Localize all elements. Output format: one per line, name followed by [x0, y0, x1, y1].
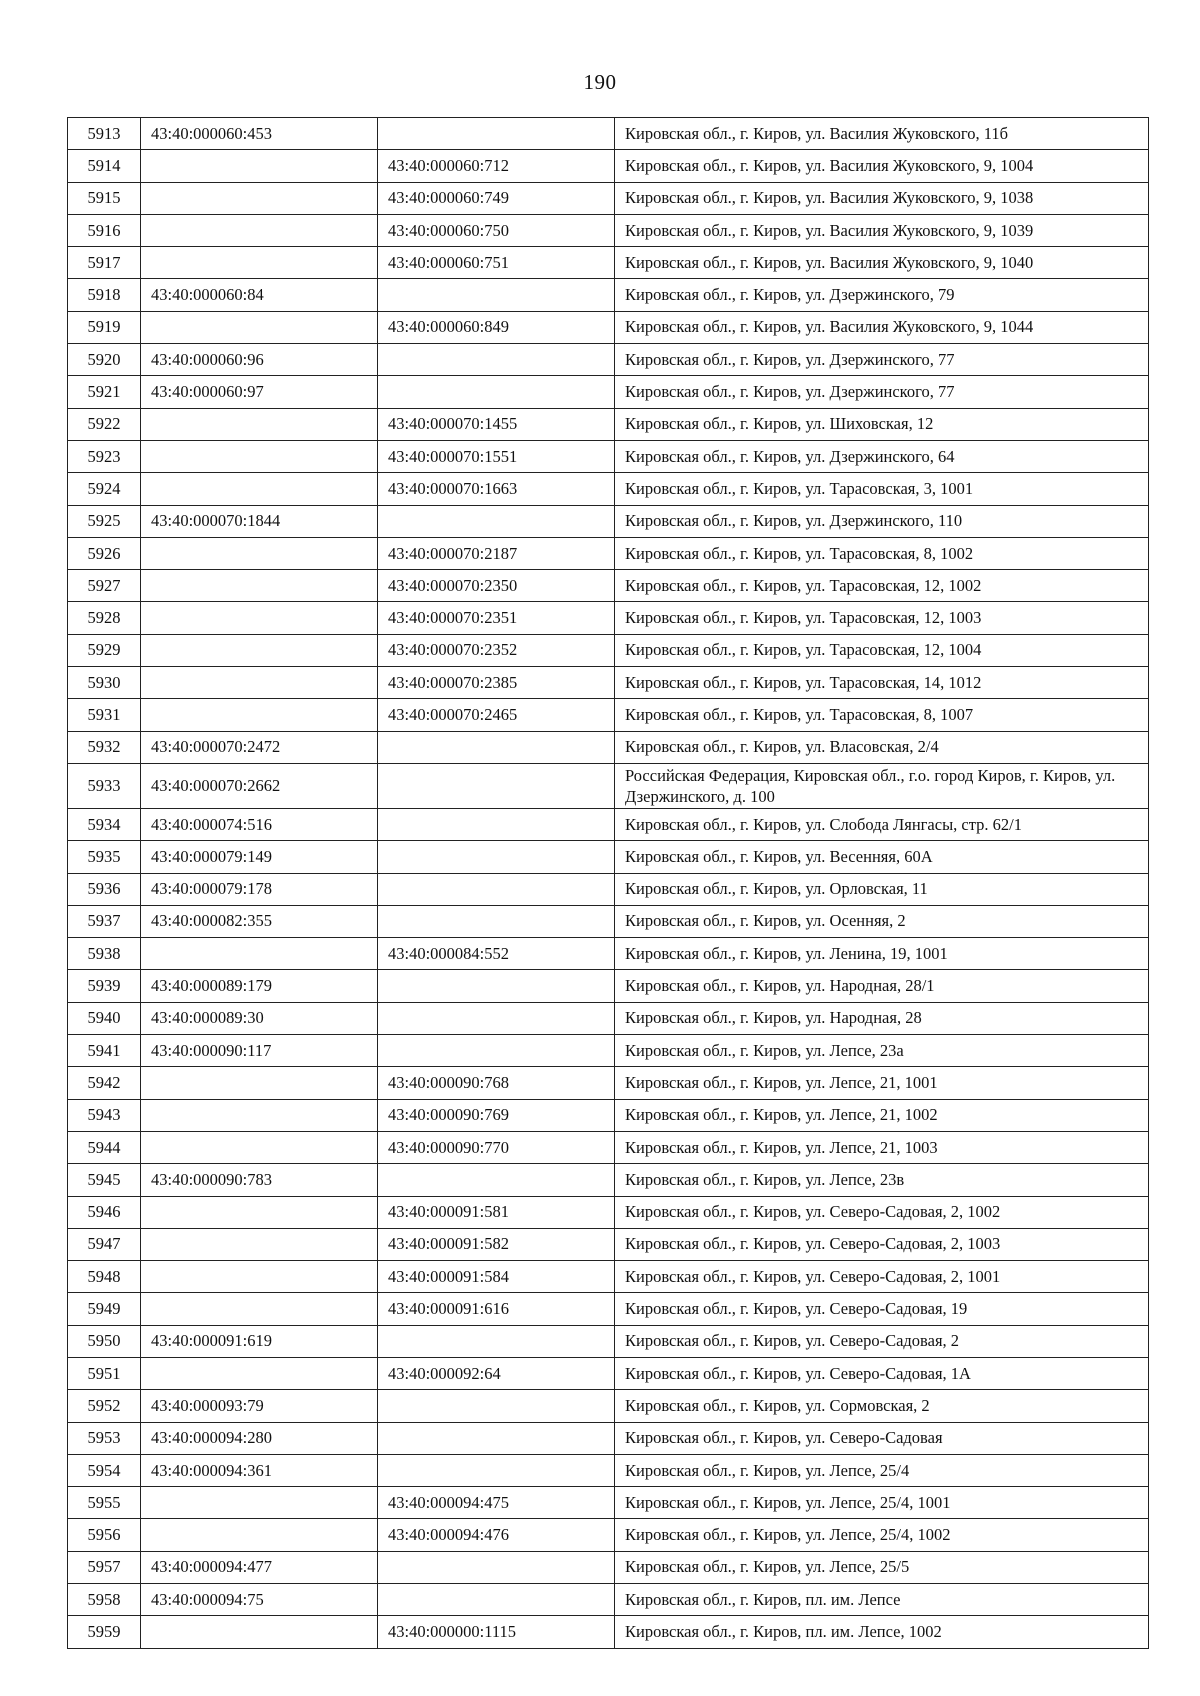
row-number-cell: 5938 — [68, 938, 141, 970]
cadastral-number-cell: 43:40:000070:2472 — [141, 731, 378, 763]
premises-cadastral-number-cell — [378, 1422, 615, 1454]
row-number-cell: 5920 — [68, 344, 141, 376]
row-number-cell: 5949 — [68, 1293, 141, 1325]
address-cell: Кировская обл., г. Киров, ул. Лепсе, 25/4, 1002 — [615, 1519, 1149, 1551]
address-cell: Кировская обл., г. Киров, ул. Тарасовская, 12, 1004 — [615, 634, 1149, 666]
address-cell: Кировская обл., г. Киров, пл. им. Лепсе — [615, 1584, 1149, 1616]
address-cell: Кировская обл., г. Киров, ул. Василия Жуковского, 9, 1040 — [615, 247, 1149, 279]
cadastral-number-cell — [141, 473, 378, 505]
table-row — [68, 1293, 1149, 1325]
premises-cadastral-number-cell: 43:40:000090:770 — [378, 1131, 615, 1163]
row-number-cell: 5956 — [68, 1519, 141, 1551]
table-row — [68, 970, 1149, 1002]
premises-cadastral-number-cell — [378, 970, 615, 1002]
cadastral-number-cell — [141, 247, 378, 279]
cadastral-number-cell: 43:40:000093:79 — [141, 1390, 378, 1422]
table-row — [68, 905, 1149, 937]
table-row — [68, 731, 1149, 763]
cadastral-number-cell — [141, 150, 378, 182]
row-number-cell: 5936 — [68, 873, 141, 905]
premises-cadastral-number-cell: 43:40:000000:1115 — [378, 1616, 615, 1648]
cadastral-number-cell — [141, 1131, 378, 1163]
address-cell: Кировская обл., г. Киров, ул. Василия Жуковского, 9, 1039 — [615, 214, 1149, 246]
table-row — [68, 311, 1149, 343]
cadastral-number-cell: 43:40:000094:75 — [141, 1584, 378, 1616]
row-number-cell: 5947 — [68, 1228, 141, 1260]
address-cell: Кировская обл., г. Киров, ул. Тарасовская, 14, 1012 — [615, 667, 1149, 699]
table-row — [68, 1390, 1149, 1422]
row-number-cell: 5954 — [68, 1454, 141, 1486]
premises-cadastral-number-cell: 43:40:000070:2187 — [378, 537, 615, 569]
cadastral-number-cell — [141, 1228, 378, 1260]
table-row — [68, 873, 1149, 905]
row-number-cell: 5931 — [68, 699, 141, 731]
table-row — [68, 938, 1149, 970]
row-number-cell: 5937 — [68, 905, 141, 937]
table-row — [68, 1131, 1149, 1163]
table-row — [68, 1002, 1149, 1034]
table-row — [68, 440, 1149, 472]
row-number-cell: 5952 — [68, 1390, 141, 1422]
premises-cadastral-number-cell — [378, 873, 615, 905]
row-number-cell: 5945 — [68, 1164, 141, 1196]
row-number-cell: 5951 — [68, 1357, 141, 1389]
row-number-cell: 5953 — [68, 1422, 141, 1454]
address-cell: Кировская обл., г. Киров, ул. Дзержинского, 77 — [615, 376, 1149, 408]
table-row — [68, 150, 1149, 182]
table-row — [68, 1551, 1149, 1583]
row-number-cell: 5917 — [68, 247, 141, 279]
premises-cadastral-number-cell — [378, 905, 615, 937]
premises-cadastral-number-cell — [378, 1454, 615, 1486]
cadastral-number-cell: 43:40:000074:516 — [141, 808, 378, 840]
address-cell: Кировская обл., г. Киров, ул. Василия Жуковского, 11б — [615, 118, 1149, 150]
address-cell: Кировская обл., г. Киров, ул. Тарасовская, 12, 1003 — [615, 602, 1149, 634]
cadastral-number-cell — [141, 1099, 378, 1131]
row-number-cell: 5948 — [68, 1261, 141, 1293]
address-cell: Кировская обл., г. Киров, ул. Тарасовская, 3, 1001 — [615, 473, 1149, 505]
cadastral-number-cell — [141, 537, 378, 569]
table-row — [68, 537, 1149, 569]
row-number-cell: 5958 — [68, 1584, 141, 1616]
row-number-cell: 5940 — [68, 1002, 141, 1034]
premises-cadastral-number-cell: 43:40:000090:769 — [378, 1099, 615, 1131]
cadastral-number-cell — [141, 1067, 378, 1099]
cadastral-number-cell — [141, 408, 378, 440]
premises-cadastral-number-cell — [378, 1325, 615, 1357]
row-number-cell: 5916 — [68, 214, 141, 246]
address-cell: Кировская обл., г. Киров, ул. Ленина, 19, 1001 — [615, 938, 1149, 970]
address-cell: Кировская обл., г. Киров, ул. Сормовская, 2 — [615, 1390, 1149, 1422]
premises-cadastral-number-cell — [378, 1002, 615, 1034]
row-number-cell: 5957 — [68, 1551, 141, 1583]
table-row — [68, 763, 1149, 808]
premises-cadastral-number-cell: 43:40:000070:1663 — [378, 473, 615, 505]
row-number-cell: 5919 — [68, 311, 141, 343]
premises-cadastral-number-cell: 43:40:000070:2465 — [378, 699, 615, 731]
premises-cadastral-number-cell: 43:40:000060:751 — [378, 247, 615, 279]
address-cell: Кировская обл., г. Киров, ул. Тарасовская, 12, 1002 — [615, 570, 1149, 602]
premises-cadastral-number-cell — [378, 1584, 615, 1616]
address-cell: Кировская обл., г. Киров, ул. Лепсе, 25/4, 1001 — [615, 1487, 1149, 1519]
table-row — [68, 634, 1149, 666]
registry-table — [67, 117, 1149, 1649]
premises-cadastral-number-cell: 43:40:000070:2351 — [378, 602, 615, 634]
premises-cadastral-number-cell: 43:40:000094:476 — [378, 1519, 615, 1551]
table-row — [68, 1196, 1149, 1228]
row-number-cell: 5925 — [68, 505, 141, 537]
premises-cadastral-number-cell — [378, 505, 615, 537]
table-row — [68, 808, 1149, 840]
premises-cadastral-number-cell: 43:40:000094:475 — [378, 1487, 615, 1519]
premises-cadastral-number-cell: 43:40:000060:849 — [378, 311, 615, 343]
premises-cadastral-number-cell: 43:40:000070:2385 — [378, 667, 615, 699]
address-cell: Кировская обл., г. Киров, ул. Северо-Садовая, 2, 1002 — [615, 1196, 1149, 1228]
cadastral-number-cell: 43:40:000094:361 — [141, 1454, 378, 1486]
cadastral-number-cell — [141, 667, 378, 699]
address-cell: Кировская обл., г. Киров, ул. Дзержинского, 77 — [615, 344, 1149, 376]
table-row — [68, 344, 1149, 376]
row-number-cell: 5918 — [68, 279, 141, 311]
cadastral-number-cell: 43:40:000070:1844 — [141, 505, 378, 537]
address-cell: Кировская обл., г. Киров, ул. Дзержинского, 110 — [615, 505, 1149, 537]
row-number-cell: 5934 — [68, 808, 141, 840]
row-number-cell: 5924 — [68, 473, 141, 505]
address-cell: Кировская обл., г. Киров, пл. им. Лепсе, 1002 — [615, 1616, 1149, 1648]
table-row — [68, 1228, 1149, 1260]
premises-cadastral-number-cell — [378, 808, 615, 840]
premises-cadastral-number-cell — [378, 1390, 615, 1422]
cadastral-number-cell: 43:40:000090:117 — [141, 1035, 378, 1067]
table-row — [68, 1067, 1149, 1099]
premises-cadastral-number-cell: 43:40:000091:581 — [378, 1196, 615, 1228]
table-row — [68, 182, 1149, 214]
premises-cadastral-number-cell — [378, 1035, 615, 1067]
cadastral-number-cell: 43:40:000090:783 — [141, 1164, 378, 1196]
row-number-cell: 5932 — [68, 731, 141, 763]
cadastral-number-cell — [141, 1196, 378, 1228]
table-row — [68, 408, 1149, 440]
cadastral-number-cell: 43:40:000094:280 — [141, 1422, 378, 1454]
premises-cadastral-number-cell: 43:40:000092:64 — [378, 1357, 615, 1389]
premises-cadastral-number-cell: 43:40:000070:2352 — [378, 634, 615, 666]
address-cell: Кировская обл., г. Киров, ул. Лепсе, 25/5 — [615, 1551, 1149, 1583]
cadastral-number-cell — [141, 699, 378, 731]
table-row — [68, 1325, 1149, 1357]
registry-table-body — [68, 118, 1149, 1649]
table-row — [68, 1584, 1149, 1616]
premises-cadastral-number-cell: 43:40:000091:584 — [378, 1261, 615, 1293]
table-row — [68, 667, 1149, 699]
table-row — [68, 118, 1149, 150]
row-number-cell: 5927 — [68, 570, 141, 602]
address-cell: Кировская обл., г. Киров, ул. Василия Жуковского, 9, 1004 — [615, 150, 1149, 182]
table-row — [68, 570, 1149, 602]
address-cell: Кировская обл., г. Киров, ул. Василия Жуковского, 9, 1044 — [615, 311, 1149, 343]
table-row — [68, 279, 1149, 311]
table-row — [68, 1454, 1149, 1486]
premises-cadastral-number-cell: 43:40:000084:552 — [378, 938, 615, 970]
address-cell: Кировская обл., г. Киров, ул. Северо-Садовая, 2, 1003 — [615, 1228, 1149, 1260]
row-number-cell: 5944 — [68, 1131, 141, 1163]
premises-cadastral-number-cell: 43:40:000091:616 — [378, 1293, 615, 1325]
cadastral-number-cell: 43:40:000060:97 — [141, 376, 378, 408]
premises-cadastral-number-cell — [378, 1164, 615, 1196]
page-number: 190 — [583, 70, 617, 94]
table-row — [68, 841, 1149, 873]
cadastral-number-cell: 43:40:000060:96 — [141, 344, 378, 376]
address-cell: Кировская обл., г. Киров, ул. Лепсе, 21, 1003 — [615, 1131, 1149, 1163]
address-cell: Кировская обл., г. Киров, ул. Орловская, 11 — [615, 873, 1149, 905]
address-cell: Кировская обл., г. Киров, ул. Весенняя, 60А — [615, 841, 1149, 873]
premises-cadastral-number-cell: 43:40:000070:1551 — [378, 440, 615, 472]
row-number-cell: 5923 — [68, 440, 141, 472]
premises-cadastral-number-cell — [378, 279, 615, 311]
row-number-cell: 5943 — [68, 1099, 141, 1131]
address-cell: Кировская обл., г. Киров, ул. Шиховская, 12 — [615, 408, 1149, 440]
row-number-cell: 5939 — [68, 970, 141, 1002]
cadastral-number-cell: 43:40:000082:355 — [141, 905, 378, 937]
cadastral-number-cell — [141, 570, 378, 602]
table-row — [68, 1035, 1149, 1067]
address-cell: Кировская обл., г. Киров, ул. Лепсе, 23а — [615, 1035, 1149, 1067]
premises-cadastral-number-cell: 43:40:000060:750 — [378, 214, 615, 246]
premises-cadastral-number-cell: 43:40:000090:768 — [378, 1067, 615, 1099]
address-cell: Кировская обл., г. Киров, ул. Лепсе, 21, 1001 — [615, 1067, 1149, 1099]
row-number-cell: 5929 — [68, 634, 141, 666]
premises-cadastral-number-cell: 43:40:000060:712 — [378, 150, 615, 182]
table-row — [68, 1357, 1149, 1389]
premises-cadastral-number-cell — [378, 1551, 615, 1583]
table-row — [68, 1422, 1149, 1454]
table-row — [68, 473, 1149, 505]
row-number-cell: 5913 — [68, 118, 141, 150]
address-cell: Кировская обл., г. Киров, ул. Осенняя, 2 — [615, 905, 1149, 937]
premises-cadastral-number-cell — [378, 344, 615, 376]
address-cell: Кировская обл., г. Киров, ул. Северо-Садовая, 2, 1001 — [615, 1261, 1149, 1293]
row-number-cell: 5928 — [68, 602, 141, 634]
address-cell: Кировская обл., г. Киров, ул. Народная, 28/1 — [615, 970, 1149, 1002]
cadastral-number-cell: 43:40:000079:149 — [141, 841, 378, 873]
cadastral-number-cell — [141, 311, 378, 343]
cadastral-number-cell: 43:40:000089:30 — [141, 1002, 378, 1034]
table-row — [68, 1487, 1149, 1519]
table-row — [68, 505, 1149, 537]
premises-cadastral-number-cell: 43:40:000070:1455 — [378, 408, 615, 440]
cadastral-number-cell: 43:40:000089:179 — [141, 970, 378, 1002]
address-cell: Кировская обл., г. Киров, ул. Лепсе, 25/4 — [615, 1454, 1149, 1486]
premises-cadastral-number-cell — [378, 841, 615, 873]
cadastral-number-cell — [141, 182, 378, 214]
cadastral-number-cell — [141, 1357, 378, 1389]
table-row — [68, 1616, 1149, 1648]
row-number-cell: 5946 — [68, 1196, 141, 1228]
cadastral-number-cell: 43:40:000094:477 — [141, 1551, 378, 1583]
table-row — [68, 602, 1149, 634]
cadastral-number-cell: 43:40:000060:84 — [141, 279, 378, 311]
table-row — [68, 1164, 1149, 1196]
cadastral-number-cell — [141, 1487, 378, 1519]
row-number-cell: 5922 — [68, 408, 141, 440]
cadastral-number-cell: 43:40:000060:453 — [141, 118, 378, 150]
row-number-cell: 5941 — [68, 1035, 141, 1067]
cadastral-number-cell — [141, 602, 378, 634]
row-number-cell: 5930 — [68, 667, 141, 699]
address-cell: Кировская обл., г. Киров, ул. Слобода Лянгасы, стр. 62/1 — [615, 808, 1149, 840]
table-row — [68, 376, 1149, 408]
address-cell: Кировская обл., г. Киров, ул. Лепсе, 21, 1002 — [615, 1099, 1149, 1131]
cadastral-number-cell — [141, 1519, 378, 1551]
row-number-cell: 5935 — [68, 841, 141, 873]
premises-cadastral-number-cell — [378, 763, 615, 808]
row-number-cell: 5915 — [68, 182, 141, 214]
address-cell: Кировская обл., г. Киров, ул. Василия Жуковского, 9, 1038 — [615, 182, 1149, 214]
address-cell: Кировская обл., г. Киров, ул. Дзержинского, 64 — [615, 440, 1149, 472]
premises-cadastral-number-cell: 43:40:000091:582 — [378, 1228, 615, 1260]
address-cell: Кировская обл., г. Киров, ул. Северо-Садовая, 2 — [615, 1325, 1149, 1357]
table-row — [68, 1519, 1149, 1551]
table-row — [68, 1261, 1149, 1293]
address-cell: Кировская обл., г. Киров, ул. Власовская, 2/4 — [615, 731, 1149, 763]
cadastral-number-cell — [141, 1261, 378, 1293]
premises-cadastral-number-cell — [378, 731, 615, 763]
address-cell: Кировская обл., г. Киров, ул. Дзержинского, 79 — [615, 279, 1149, 311]
address-cell: Российская Федерация, Кировская обл., г.о. город Киров, г. Киров, ул. Дзержинского, д. 100 — [615, 763, 1149, 808]
address-cell: Кировская обл., г. Киров, ул. Северо-Садовая, 1А — [615, 1357, 1149, 1389]
table-row — [68, 214, 1149, 246]
cadastral-number-cell — [141, 938, 378, 970]
cadastral-number-cell — [141, 440, 378, 472]
row-number-cell: 5921 — [68, 376, 141, 408]
row-number-cell: 5914 — [68, 150, 141, 182]
cadastral-number-cell — [141, 634, 378, 666]
cadastral-number-cell — [141, 1616, 378, 1648]
address-cell: Кировская обл., г. Киров, ул. Северо-Садовая, 19 — [615, 1293, 1149, 1325]
address-cell: Кировская обл., г. Киров, ул. Лепсе, 23в — [615, 1164, 1149, 1196]
cadastral-number-cell: 43:40:000091:619 — [141, 1325, 378, 1357]
cadastral-number-cell — [141, 1293, 378, 1325]
address-cell: Кировская обл., г. Киров, ул. Народная, 28 — [615, 1002, 1149, 1034]
row-number-cell: 5926 — [68, 537, 141, 569]
cadastral-number-cell: 43:40:000079:178 — [141, 873, 378, 905]
address-cell: Кировская обл., г. Киров, ул. Тарасовская, 8, 1002 — [615, 537, 1149, 569]
table-row — [68, 1099, 1149, 1131]
address-cell: Кировская обл., г. Киров, ул. Северо-Садовая — [615, 1422, 1149, 1454]
row-number-cell: 5959 — [68, 1616, 141, 1648]
row-number-cell: 5955 — [68, 1487, 141, 1519]
address-cell: Кировская обл., г. Киров, ул. Тарасовская, 8, 1007 — [615, 699, 1149, 731]
premises-cadastral-number-cell — [378, 118, 615, 150]
row-number-cell: 5933 — [68, 763, 141, 808]
row-number-cell: 5942 — [68, 1067, 141, 1099]
table-row — [68, 699, 1149, 731]
premises-cadastral-number-cell: 43:40:000070:2350 — [378, 570, 615, 602]
row-number-cell: 5950 — [68, 1325, 141, 1357]
table-row — [68, 247, 1149, 279]
cadastral-number-cell — [141, 214, 378, 246]
premises-cadastral-number-cell — [378, 376, 615, 408]
premises-cadastral-number-cell: 43:40:000060:749 — [378, 182, 615, 214]
cadastral-number-cell: 43:40:000070:2662 — [141, 763, 378, 808]
